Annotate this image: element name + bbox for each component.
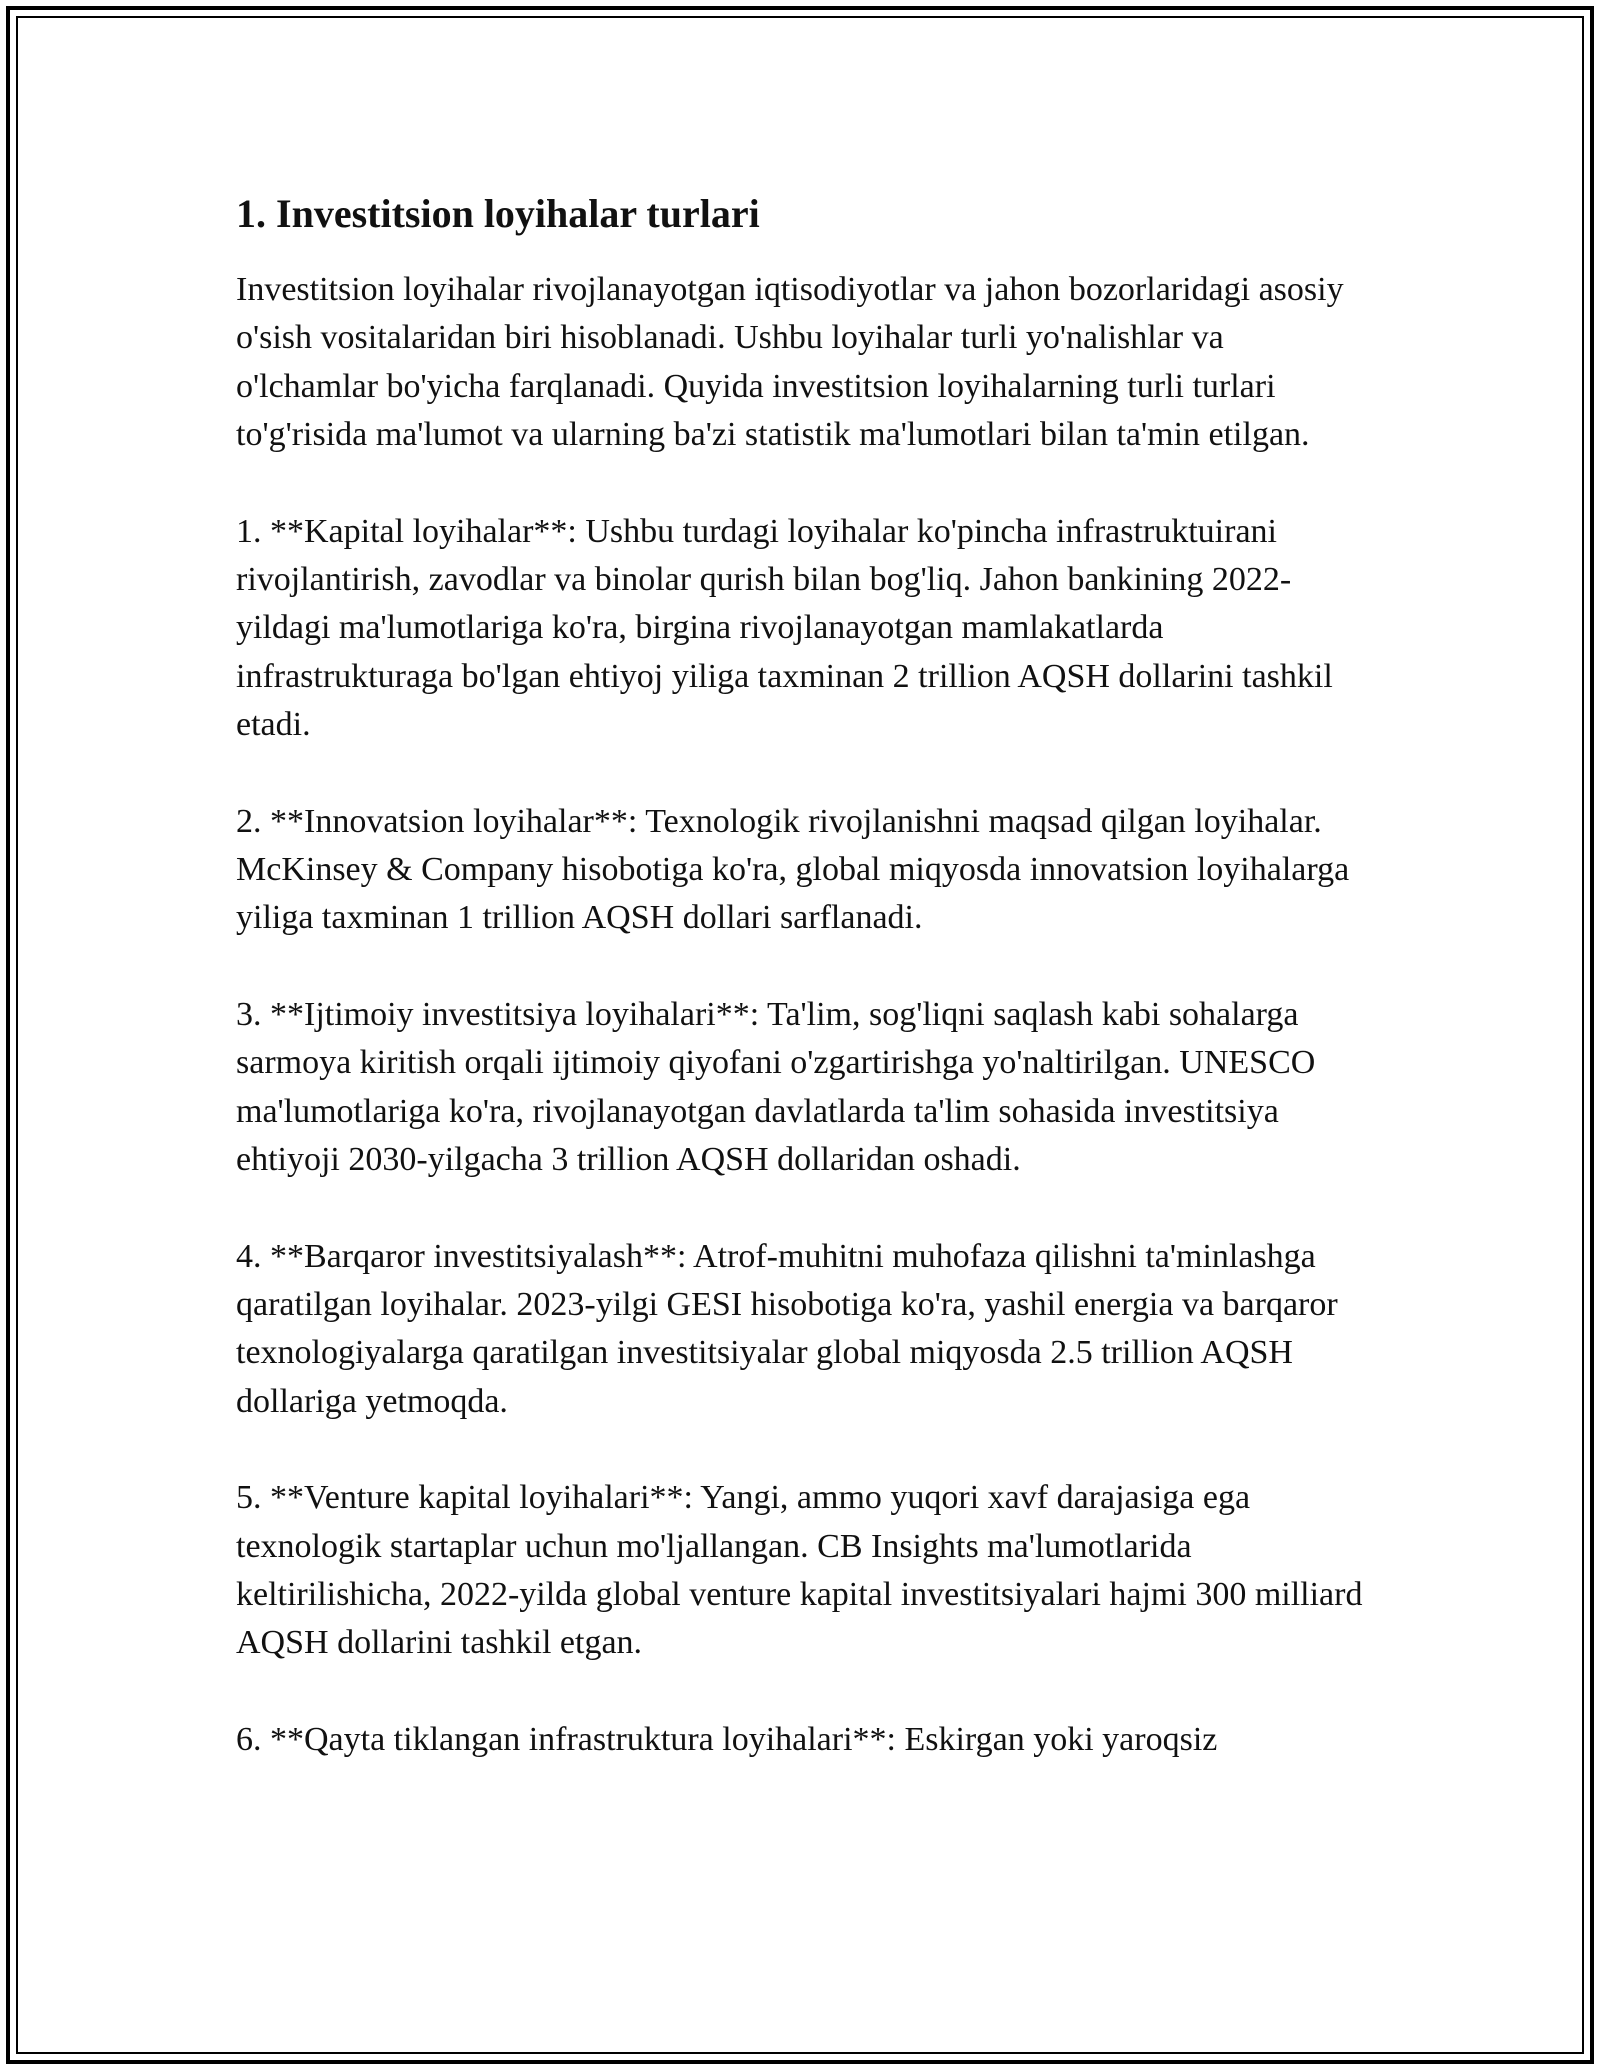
list-item-venture-capital-projects: 5. **Venture kapital loyihalari**: Yangi, ammo yuqori xavf darajasiga ega texnologik startaplar uchun mo'ljallangan. CB Insights ma'lumotlarida keltirilishicha, 2022-yilda global venture kapital investitsiyalari hajmi 300 milliard AQSH dollarini tashkil etgan. [236,1479,1363,1662]
list-item-sustainable-investing: 4. **Barqaror investitsiyalash**: Atrof-muhitni muhofaza qilishni ta'minlashga qaratilgan loyihalar. 2023-yilgi GESI hisobotiga ko'ra, yashil energia va barqaror texnologiyalarga qaratilgan investitsiyalar global miqyosda 2.5 trillion AQSH dollariga yetmoqda. [236,1237,1338,1420]
document-body [236,186,1366,1812]
list-item-capital-projects: 1. **Kapital loyihalar**: Ushbu turdagi loyihalar ko'pincha infrastruktuirani rivojlantirish, zavodlar va binolar qurish bilan bog'liq. Jahon bankining 2022-yildagi ma'lumotlariga ko'ra, birgina rivojlanayotgan mamlakatlarda infrastrukturaga bo'lgan ehtiyoj yiliga taxminan 2 trillion AQSH dollarini tashkil etadi. [236,512,1333,744]
list-item-restored-infrastructure-projects: 6. **Qayta tiklangan infrastruktura loyihalari**: Eskirgan yoki yaroqsiz [236,1720,1218,1758]
list-item-innovation-projects: 2. **Innovatsion loyihalar**: Texnologik rivojlanishni maqsad qilgan loyihalar. McKinsey & Company hisobotiga ko'ra, global miqyosda innovatsion loyihalarga yiliga taxminan 1 trillion AQSH dollari sarflanadi. [236,802,1350,937]
intro-paragraph: Investitsion loyihalar rivojlanayotgan iqtisodiyotlar va jahon bozorlaridagi asosiy o'sish vositalaridan biri hisoblanadi. Ushbu loyihalar turli yo'nalishlar va o'lchamlar bo'yicha farqlanadi. Quyida investitsion loyihalarning turli turlari to'g'risida ma'lumot va ularning ba'zi statistik ma'lumotlari bilan ta'min etilgan. [236,271,1344,454]
section-title: 1. Investitsion loyihalar turlari [236,191,760,236]
list-item-social-investment-projects: 3. **Ijtimoiy investitsiya loyihalari**: Ta'lim, sog'liqni saqlash kabi sohalarga sarmoya kiritish orqali ijtimoiy qiyofani o'zgartirishga yo'naltirilgan. UNESCO ma'lumotlariga ko'ra, rivojlanayotgan davlatlarda ta'lim sohasida investitsiya ehtiyoji 2030-yilgacha 3 trillion AQSH dollaridan oshadi. [236,995,1316,1179]
